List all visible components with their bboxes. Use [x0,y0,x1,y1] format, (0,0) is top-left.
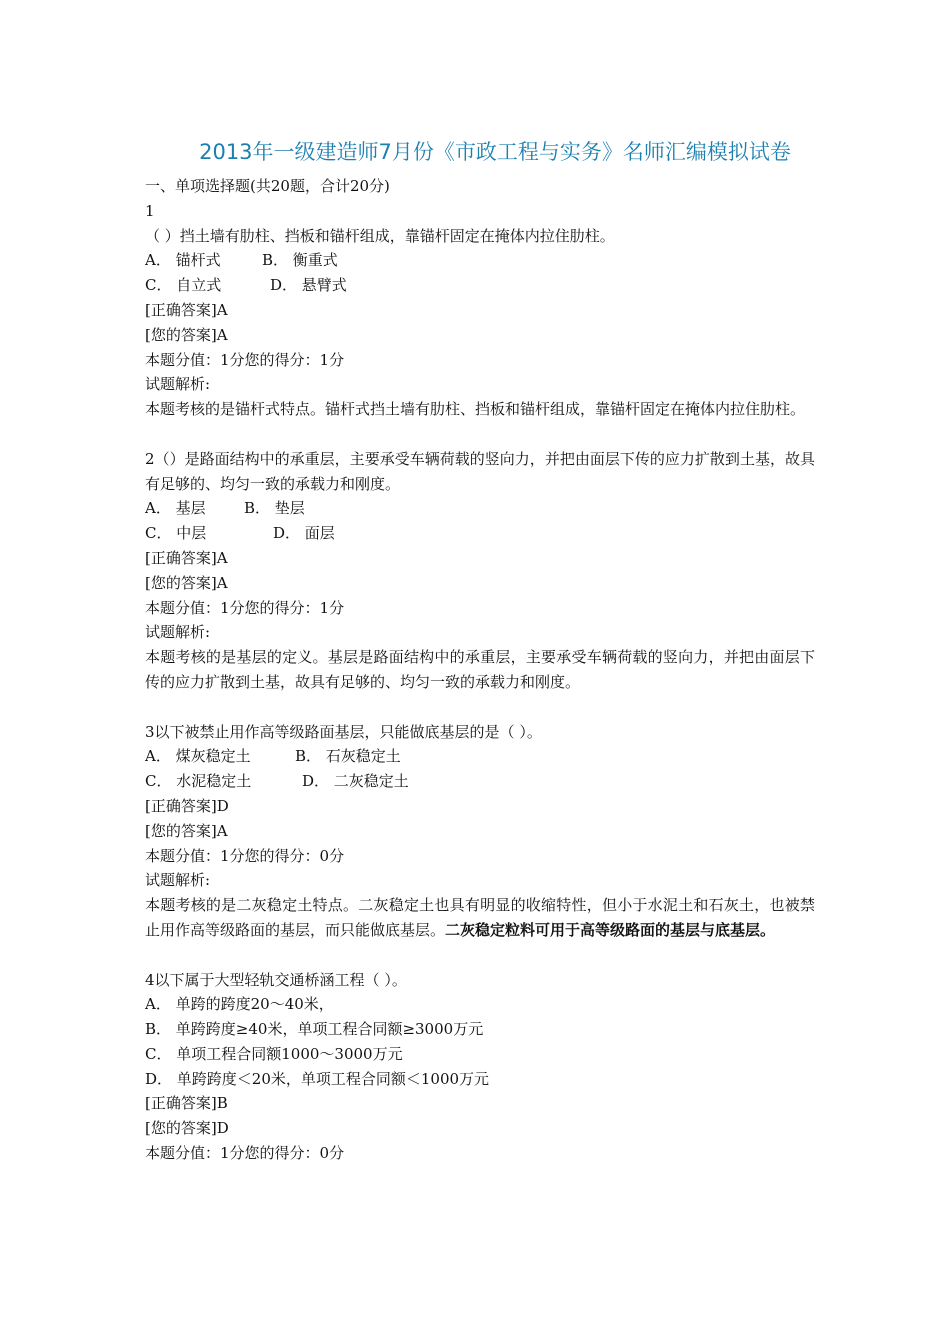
q1-number: 1 [145,201,155,220]
q1-options-row-1 [145,248,815,273]
q3-analysis-text: 本题考核的是二灰稳定土特点。二灰稳定土也具有明显的收缩特性，但小于水泥土和石灰土，也被禁止用作高等级路面的基层，而只能做底基层。 [145,896,815,939]
q3-correct-answer: [正确答案]D [145,796,229,815]
q2-option-b: B． 垫层 [244,499,305,518]
q2-your-answer: [您的答案]A [145,573,228,592]
spacer [145,695,815,720]
q3-option-a: A． 煤灰稳定土 [145,747,251,766]
q3-options-row-2 [145,769,815,794]
q1-option-b: B． 衡重式 [262,251,338,270]
q4-option-a: A． 单跨的跨度20～40米， [145,995,334,1014]
q2-analysis: 本题考核的是基层的定义。基层是路面结构中的承重层，主要承受车辆荷载的竖向力，并把由面层下传的应力扩散到土基，故具有足够的、均匀一致的承载力和刚度。 [145,648,815,691]
q3-option-d: D． 二灰稳定土 [302,772,409,791]
q3-analysis-label: 试题解析: [145,871,211,890]
q1-options-row-2 [145,273,815,298]
q2-analysis-label: 试题解析: [145,623,211,642]
q1-score: 本题分值：1分您的得分：1分 [145,350,345,369]
q1-option-d: D． 悬臂式 [270,276,347,295]
q3-analysis [145,893,815,943]
q4-option-d: D． 单跨跨度＜20米，单项工程合同额＜1000万元 [145,1069,490,1088]
q3-stem: 3以下被禁止用作高等级路面基层，只能做底基层的是（ ）。 [145,722,542,741]
q3-your-answer: [您的答案]A [145,821,228,840]
q2-option-d: D． 面层 [273,524,335,543]
section-heading: 一、单项选择题(共20题，合计20分) [145,177,390,195]
q4-score: 本题分值：1分您的得分：0分 [145,1144,345,1163]
q3-option-b: B． 石灰稳定土 [295,747,401,766]
page-title: 2013年一级建造师7月份《市政工程与实务》名师汇编模拟试卷 [199,140,791,164]
q1-option-c: C． 自立式 [145,276,222,295]
exam-content [145,174,815,1166]
q2-option-c: C． 中层 [145,524,207,543]
q4-option-b: B． 单跨跨度≥40米，单项工程合同额≥3000万元 [145,1020,484,1039]
q1-option-a: A． 锚杆式 [145,251,221,270]
q3-analysis-emphasis: 二灰稳定粒料可用于高等级路面的基层与底基层。 [445,920,776,939]
q4-option-c: C． 单项工程合同额1000～3000万元 [145,1044,403,1063]
q2-correct-answer: [正确答案]A [145,548,228,567]
q1-stem: （ ）挡土墙有肋柱、挡板和锚杆组成，靠锚杆固定在掩体内拉住肋柱。 [145,226,615,245]
q3-option-c: C． 水泥稳定土 [145,772,252,791]
q2-options-row-1 [145,496,815,521]
q4-stem: 4以下属于大型轻轨交通桥涵工程（ ）。 [145,970,407,989]
q4-your-answer: [您的答案]D [145,1119,229,1138]
q1-analysis: 本题考核的是锚杆式特点。锚杆式挡土墙有肋柱、挡板和锚杆组成，靠锚杆固定在掩体内拉住肋柱。 [145,400,806,419]
spacer [145,422,815,447]
q1-correct-answer: [正确答案]A [145,300,228,319]
q3-score: 本题分值：1分您的得分：0分 [145,846,345,865]
q3-options-row-1 [145,744,815,769]
q4-correct-answer: [正确答案]B [145,1094,228,1113]
q1-analysis-label: 试题解析: [145,375,211,394]
q2-score: 本题分值：1分您的得分：1分 [145,598,345,617]
spacer [145,943,815,968]
q2-stem: 2（）是路面结构中的承重层，主要承受车辆荷载的竖向力，并把由面层下传的应力扩散到土基，故具有足够的、均匀一致的承载力和刚度。 [145,449,815,493]
q2-options-row-2 [145,521,815,546]
q1-your-answer: [您的答案]A [145,325,228,344]
q2-option-a: A． 基层 [145,499,206,518]
